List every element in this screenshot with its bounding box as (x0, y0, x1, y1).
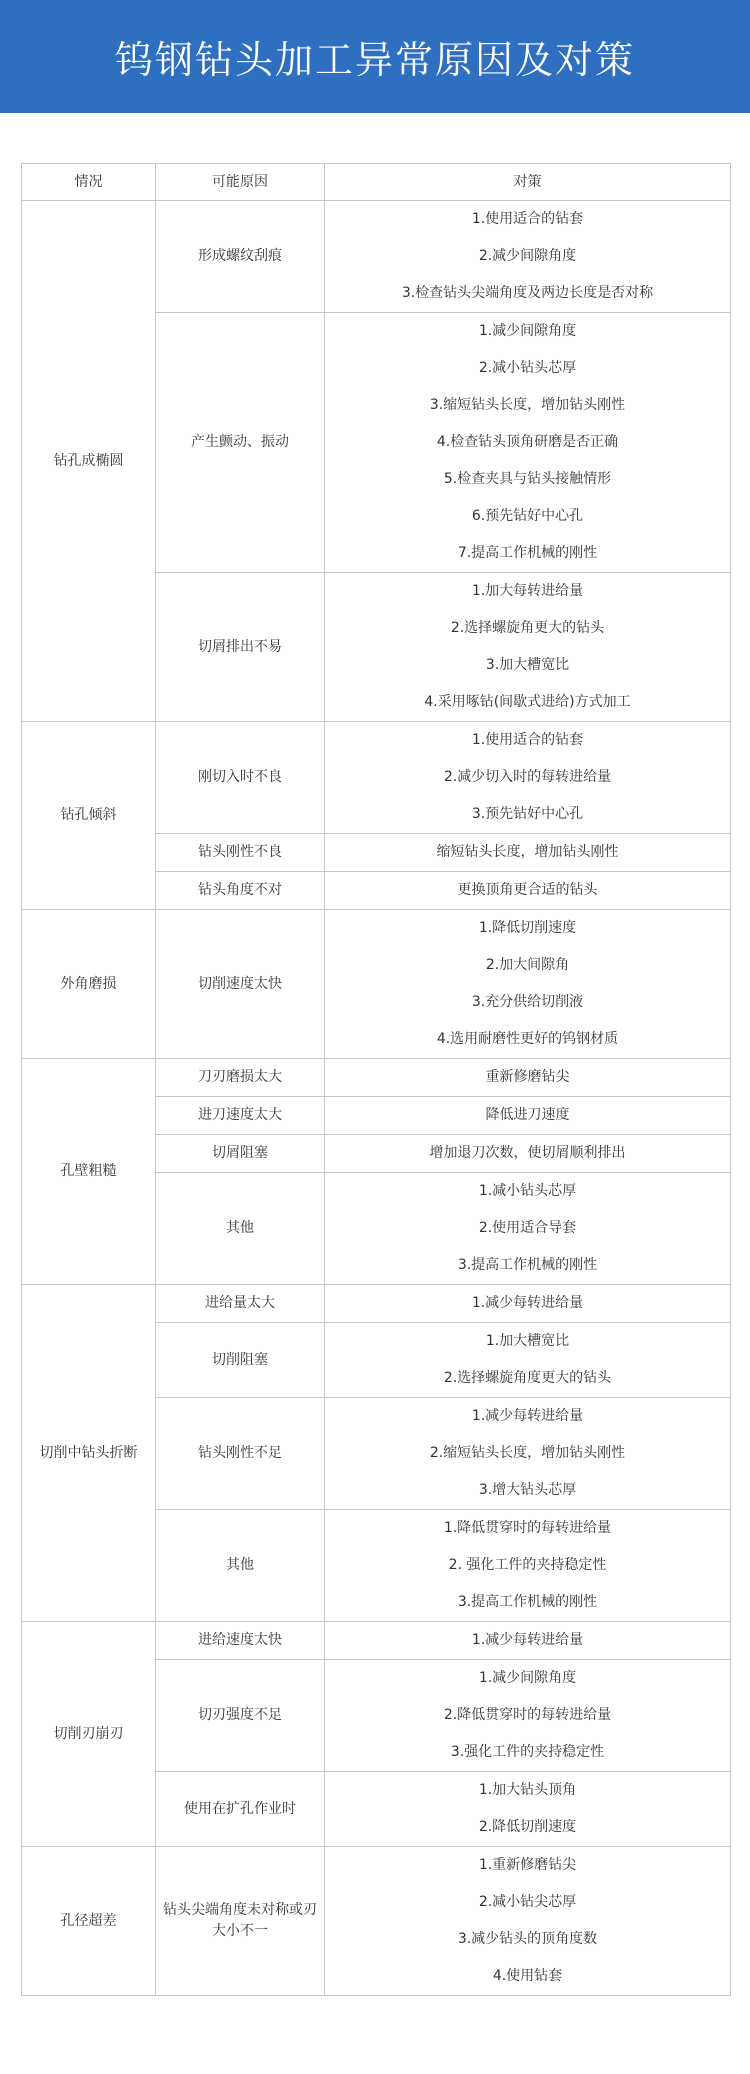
situation-cell: 外角磨损 (22, 910, 156, 1059)
situation-cell: 钻孔成椭圆 (22, 201, 156, 722)
cause-cell: 进给速度太快 (156, 1622, 325, 1660)
cause-cell: 其他 (156, 1173, 325, 1285)
cause-cell: 切屑阻塞 (156, 1135, 325, 1173)
solution-line: 1.加大每转进给量 (471, 583, 584, 599)
solution-cell (325, 872, 731, 910)
solution-cell (325, 573, 731, 722)
situation-cell: 钻孔倾斜 (22, 722, 156, 910)
solution-line: 2. 强化工件的夹持稳定性 (448, 1557, 607, 1573)
solution-line: 3.预先钻好中心孔 (471, 806, 584, 822)
solution-cell (325, 1510, 731, 1622)
solution-line: 降低进刀速度 (485, 1107, 570, 1123)
situation-cell: 孔壁粗糙 (22, 1059, 156, 1285)
solution-line: 1.加大槽宽比 (485, 1333, 570, 1349)
solution-cell (325, 1622, 731, 1660)
solution-cell (325, 1059, 731, 1097)
solution-line: 6.预先钻好中心孔 (471, 508, 584, 524)
solution-cell (325, 1097, 731, 1135)
solution-cell (325, 1772, 731, 1847)
solution-line: 3.缩短钻头长度，增加钻头刚性 (429, 397, 626, 413)
solution-line: 1.减少间隙角度 (478, 323, 577, 339)
cause-cell: 进刀速度太大 (156, 1097, 325, 1135)
table-row (22, 910, 731, 1059)
solution-line: 重新修磨钻尖 (485, 1069, 570, 1085)
solution-line: 5.检查夹具与钻头接触情形 (443, 471, 612, 487)
solution-cell (325, 1285, 731, 1323)
cause-cell: 使用在扩孔作业时 (156, 1772, 325, 1847)
table-container (21, 163, 730, 1996)
cause-cell: 产生颤动、振动 (156, 313, 325, 573)
table-row (22, 722, 731, 834)
cause-cell: 切削阻塞 (156, 1323, 325, 1398)
solution-line: 4.选用耐磨性更好的钨钢材质 (436, 1031, 619, 1047)
table-row (22, 1285, 731, 1323)
cause-cell: 钻头刚性不足 (156, 1398, 325, 1510)
solution-line: 2.减小钻头芯厚 (478, 360, 577, 376)
solution-line: 1.减少每转进给量 (471, 1408, 584, 1424)
cause-cell: 钻头角度不对 (156, 872, 325, 910)
solution-line: 1.降低贯穿时的每转进给量 (443, 1520, 612, 1536)
cause-cell: 切削速度太快 (156, 910, 325, 1059)
solution-line: 4.使用钻套 (492, 1968, 563, 1984)
cause-cell: 刀刃磨损太大 (156, 1059, 325, 1097)
solution-cell (325, 1135, 731, 1173)
solution-cell (325, 722, 731, 834)
situation-cell: 孔径超差 (22, 1847, 156, 1996)
solution-line: 2.选择螺旋角度更大的钻头 (443, 1370, 612, 1386)
solution-line: 3.减少钻头的顶角度数 (457, 1931, 598, 1947)
solution-line: 2.缩短钻头长度，增加钻头刚性 (429, 1445, 626, 1461)
table-row (22, 201, 731, 313)
solution-cell (325, 313, 731, 573)
situation-cell: 切削中钻头折断 (22, 1285, 156, 1622)
title-banner (0, 0, 750, 113)
table-row (22, 1622, 731, 1660)
solution-line: 2.减少间隙角度 (478, 248, 577, 264)
solution-cell (325, 1398, 731, 1510)
cause-cell: 刚切入时不良 (156, 722, 325, 834)
header-solution: 对策 (325, 164, 731, 201)
troubleshooting-table (21, 163, 731, 1996)
cause-cell: 切屑排出不易 (156, 573, 325, 722)
solution-line: 1.减小钻头芯厚 (478, 1183, 577, 1199)
cause-cell: 切刃强度不足 (156, 1660, 325, 1772)
solution-line: 1.使用适合的钻套 (471, 211, 584, 227)
solution-cell (325, 1847, 731, 1996)
solution-line: 2.选择螺旋角更大的钻头 (450, 620, 605, 636)
header-situation: 情况 (22, 164, 156, 201)
solution-line: 2.降低切削速度 (478, 1819, 577, 1835)
page-title: 钨钢钻头加工异常原因及对策 (114, 38, 635, 82)
solution-line: 2.加大间隙角 (485, 957, 570, 973)
table-row (22, 1847, 731, 1996)
cause-cell: 钻头刚性不良 (156, 834, 325, 872)
header-cause: 可能原因 (156, 164, 325, 201)
solution-line: 1.减少间隙角度 (478, 1670, 577, 1686)
solution-line: 3.充分供给切削液 (471, 994, 584, 1010)
solution-line: 3.加大槽宽比 (485, 657, 570, 673)
solution-line: 4.采用啄钻(间歇式进给)方式加工 (424, 694, 631, 710)
solution-line: 缩短钻头长度，增加钻头刚性 (436, 844, 619, 860)
solution-cell (325, 1323, 731, 1398)
solution-line: 3.强化工件的夹持稳定性 (450, 1744, 605, 1760)
solution-line: 4.检查钻头顶角研磨是否正确 (436, 434, 619, 450)
solution-line: 1.加大钻头顶角 (478, 1782, 577, 1798)
cause-cell: 进给量太大 (156, 1285, 325, 1323)
solution-cell (325, 1173, 731, 1285)
solution-line: 1.使用适合的钻套 (471, 732, 584, 748)
solution-cell (325, 834, 731, 872)
solution-cell (325, 201, 731, 313)
solution-line: 3.提高工作机械的刚性 (457, 1594, 598, 1610)
solution-line: 1.重新修磨钻尖 (478, 1857, 577, 1873)
solution-line: 1.减少每转进给量 (471, 1295, 584, 1311)
solution-line: 2.减小钻尖芯厚 (478, 1894, 577, 1910)
solution-line: 1.降低切削速度 (478, 920, 577, 936)
table-body (22, 201, 731, 1996)
table-row (22, 1059, 731, 1097)
cause-cell: 其他 (156, 1510, 325, 1622)
header-row (22, 164, 731, 201)
situation-cell: 切削刃崩刃 (22, 1622, 156, 1847)
solution-line: 2.减少切入时的每转进给量 (443, 769, 612, 785)
solution-line: 1.减少每转进给量 (471, 1632, 584, 1648)
solution-line: 7.提高工作机械的刚性 (457, 545, 598, 561)
solution-line: 3.提高工作机械的刚性 (457, 1257, 598, 1273)
solution-line: 3.增大钻头芯厚 (478, 1482, 577, 1498)
solution-line: 增加退刀次数，使切屑顺利排出 (429, 1145, 626, 1161)
cause-cell: 形成螺纹刮痕 (156, 201, 325, 313)
solution-line: 2.使用适合导套 (478, 1220, 577, 1236)
solution-line: 3.检查钻头尖端角度及两边长度是否对称 (401, 285, 654, 301)
cause-cell: 钻头尖端角度未对称或刃大小不一 (156, 1847, 325, 1996)
solution-line: 2.降低贯穿时的每转进给量 (443, 1707, 612, 1723)
solution-line: 更换顶角更合适的钻头 (457, 882, 598, 898)
solution-cell (325, 1660, 731, 1772)
solution-cell (325, 910, 731, 1059)
